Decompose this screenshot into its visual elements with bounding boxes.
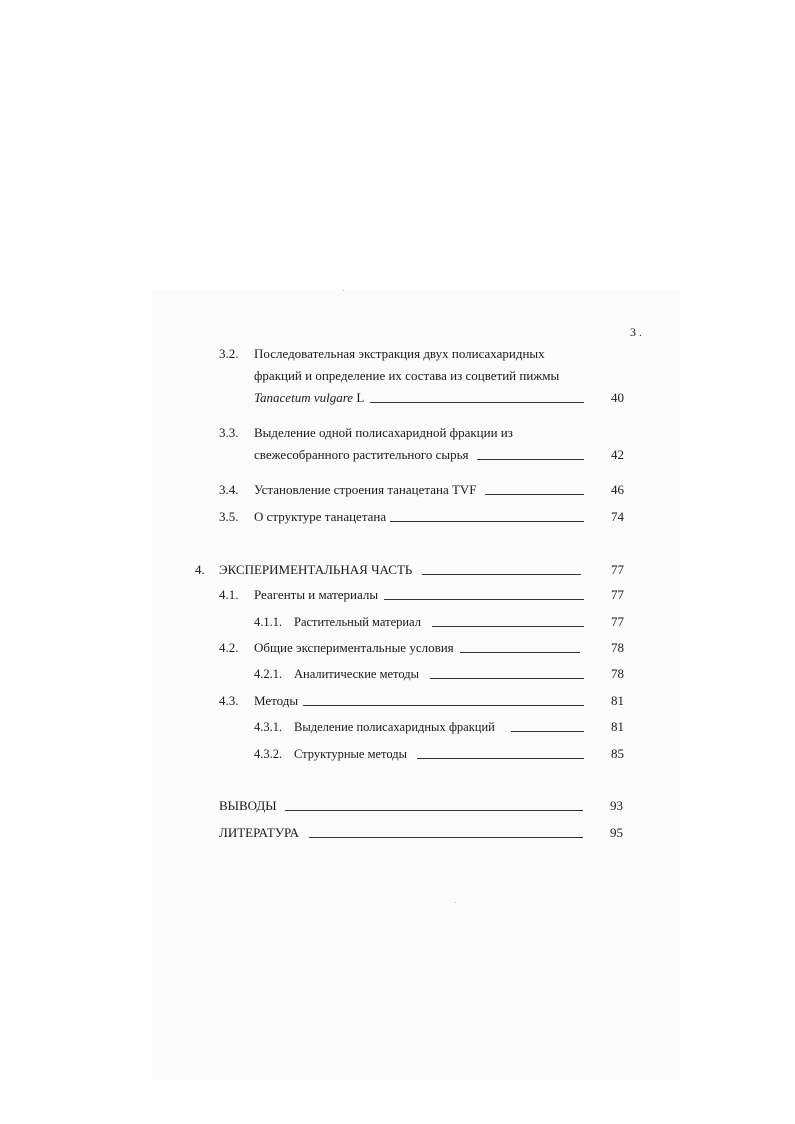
toc-title: Растительный материал xyxy=(294,615,421,629)
toc-title: ВЫВОДЫ xyxy=(219,798,277,813)
species-name: Tanacetum vulgare xyxy=(254,390,354,405)
toc-title-line xyxy=(254,390,364,406)
scan-speck xyxy=(343,290,344,291)
toc-title: Методы xyxy=(254,693,299,708)
toc-title-line: Последовательная экстракция двух полисахаридных xyxy=(254,346,545,361)
leader-line xyxy=(417,758,584,759)
leader-line xyxy=(477,459,584,460)
leader-line xyxy=(309,837,583,838)
toc-page-number: 77 xyxy=(611,562,624,577)
toc-title: Аналитические методы xyxy=(294,667,419,681)
toc-number: 3.4. xyxy=(219,482,239,497)
toc-page-number: 74 xyxy=(611,509,624,524)
toc-number: 4.2.1. xyxy=(254,667,283,681)
toc-number: 3.3. xyxy=(219,425,239,440)
toc-page-number: 93 xyxy=(610,798,623,813)
toc-number: 4. xyxy=(195,562,205,577)
toc-number: 4.3.1. xyxy=(254,720,283,734)
toc-title: Общие экспериментальные условия xyxy=(254,640,454,655)
toc-title: Выделение полисахаридных фракций xyxy=(294,720,495,734)
toc-title: Реагенты и материалы xyxy=(254,587,379,602)
toc-number: 4.3.2. xyxy=(254,747,283,761)
toc-number: 4.3. xyxy=(219,693,239,708)
toc-number: 4.1.1. xyxy=(254,615,283,629)
leader-line xyxy=(303,705,584,706)
leader-line xyxy=(511,731,584,732)
leader-line xyxy=(285,810,583,811)
leader-line xyxy=(390,521,584,522)
toc-page-number: 81 xyxy=(611,693,624,708)
toc-page-number: 81 xyxy=(611,719,624,734)
toc-number: 4.2. xyxy=(219,640,239,655)
page-scan-area xyxy=(152,290,680,1080)
toc-page-number: 77 xyxy=(611,587,624,602)
scan-speck xyxy=(455,902,456,903)
toc-title: Установление строения танацетана TVF xyxy=(254,482,477,497)
toc-page-number: 46 xyxy=(611,482,624,497)
toc-page-number: 40 xyxy=(611,390,624,405)
toc-title-line: свежесобранного растительного сырья xyxy=(254,447,469,462)
toc-title: ЭКСПЕРИМЕНТАЛЬНАЯ ЧАСТЬ xyxy=(219,562,413,577)
toc-number: 4.1. xyxy=(219,587,239,602)
toc-title: Структурные методы xyxy=(294,747,407,761)
toc-title: ЛИТЕРАТУРА xyxy=(219,825,299,840)
toc-page-number: 95 xyxy=(610,825,623,840)
species-suffix: L xyxy=(353,390,365,405)
toc-page-number: 77 xyxy=(611,614,624,629)
toc-title: О структуре танацетана xyxy=(254,509,387,524)
leader-line xyxy=(370,402,584,403)
toc-page-number: 42 xyxy=(611,447,624,462)
leader-line xyxy=(422,574,581,575)
leader-line xyxy=(432,626,584,627)
leader-line xyxy=(460,652,580,653)
toc-page-number: 85 xyxy=(611,746,624,761)
page-number: 3 . xyxy=(630,325,642,339)
toc-title-line: Выделение одной полисахаридной фракции из xyxy=(254,425,513,440)
leader-line xyxy=(384,599,584,600)
toc-title-line: фракций и определение их состава из соцветий пижмы xyxy=(254,368,560,383)
leader-line xyxy=(430,678,584,679)
toc-number: 3.5. xyxy=(219,509,239,524)
toc-number: 3.2. xyxy=(219,346,239,361)
toc-page-number: 78 xyxy=(611,640,624,655)
leader-line xyxy=(485,494,584,495)
toc-page-number: 78 xyxy=(611,666,624,681)
